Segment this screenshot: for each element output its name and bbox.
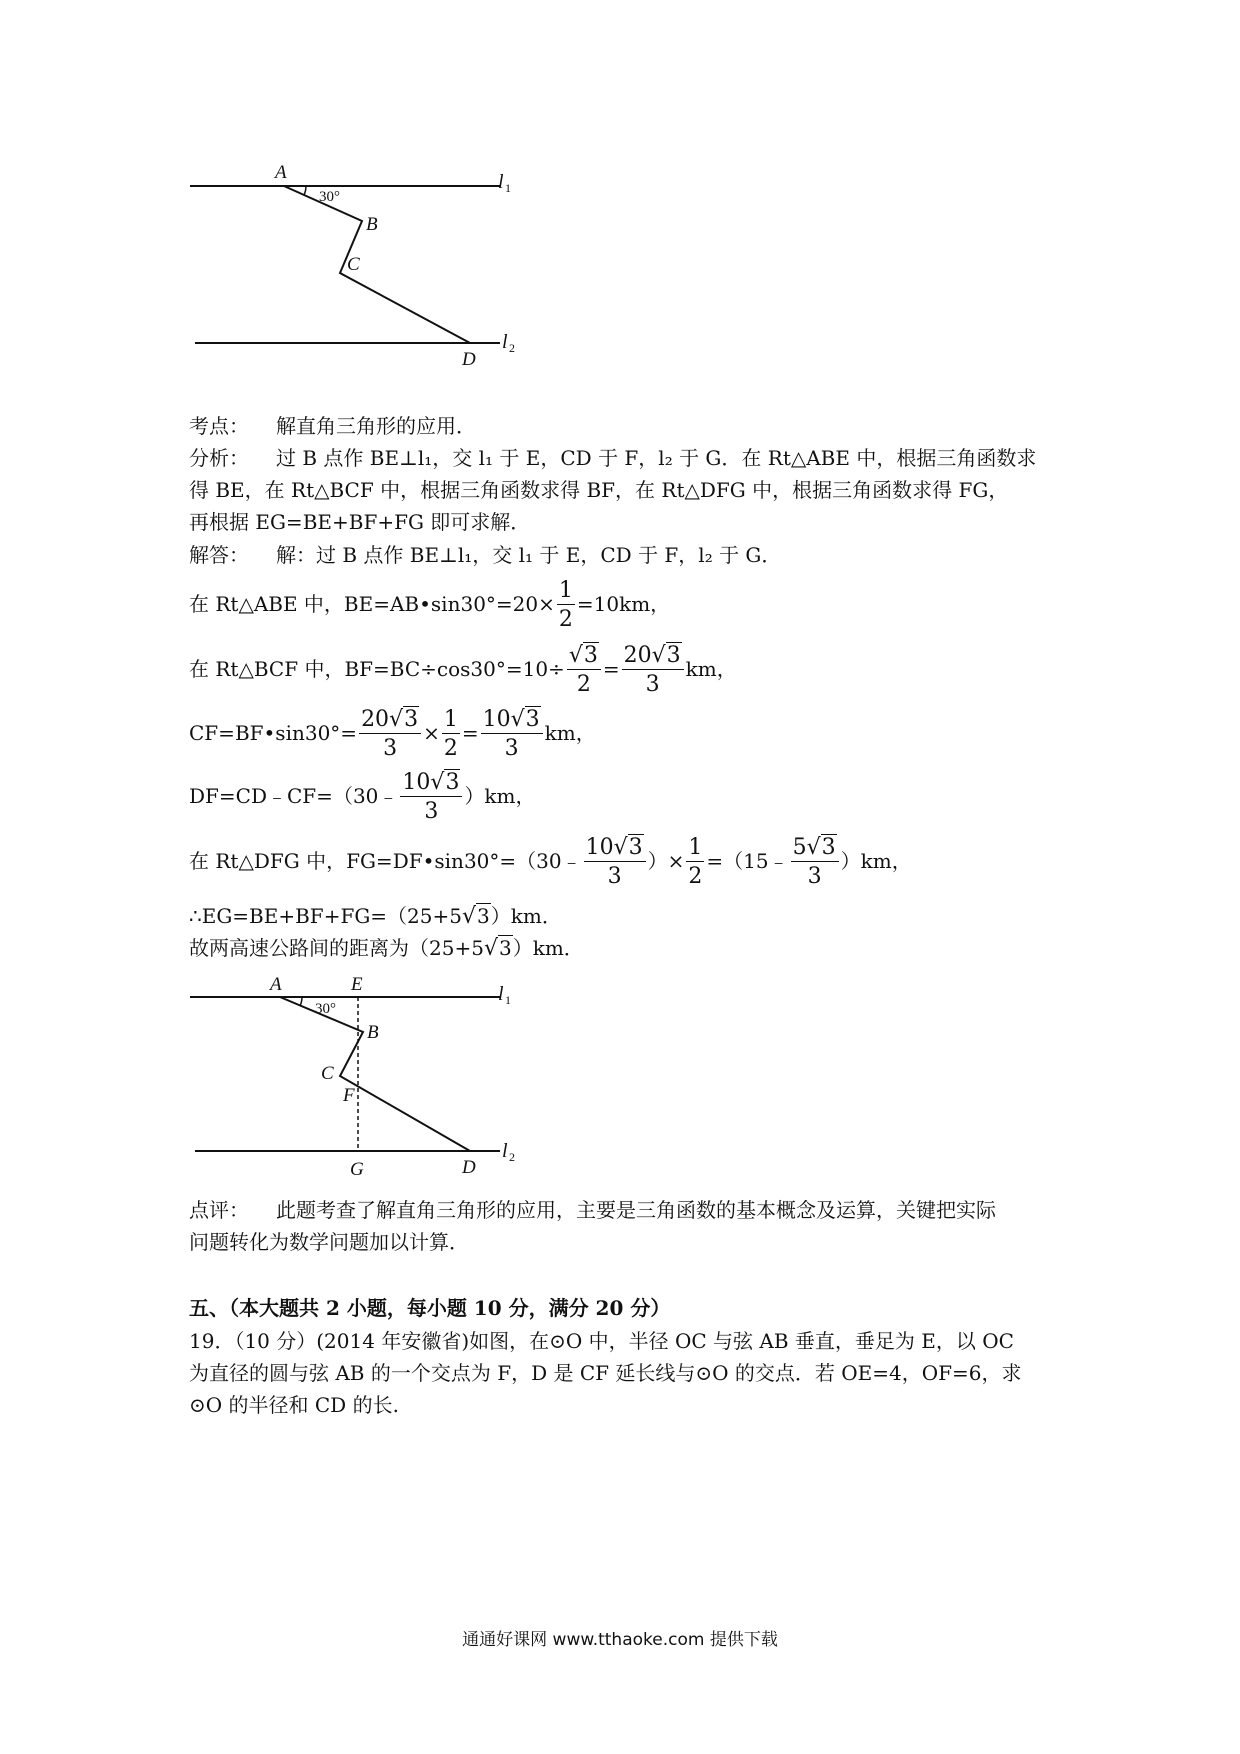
fenxi-line-3: 再根据 EG=BE+BF+FG 即可求解． [189,510,531,534]
label-c: C [347,254,360,275]
section-title: 五、（本大题共 2 小题，每小题 10 分，满分 20 分） [189,1296,671,1320]
dianping-label: 点评： [189,1198,249,1222]
label-l1-sub: 1 [505,993,511,1007]
label-l2: l [502,331,508,353]
label-a: A [270,974,282,995]
jieda-line-intro: 解答： 解：过 B 点作 BE⊥l₁，交 l₁ 于 E，CD 于 F，l₂ 于 G． [189,543,782,567]
fraction-1-2: $\frac{1}{2}$ [558,578,573,632]
label-b: B [367,1022,379,1043]
figure-1 [180,150,540,380]
label-l2-sub: 2 [509,1150,515,1164]
label-l2-sub: 2 [509,341,515,355]
figure-2 [180,968,540,1188]
step-eg: ∴EG=BE+BF+FG=（25+5√3）km． [189,904,562,929]
step-bf: 在 Rt△BCF 中，BF=BC÷cos30°=10÷ $\frac{√3}{2}$ = $\frac{20√3}{3}$ km， [189,643,737,697]
kaodian-line [189,412,1069,440]
step-fg: 在 Rt△DFG 中，FG=DF•sin30°=（30﹣ $\frac{10√3}{3}$ ）× $\frac{1}{2}$ =（15﹣ $\frac{5√3}{3}$ ）km， [189,835,912,889]
angle-arc [304,186,306,195]
jieda-label: 解答： [189,543,249,567]
q19-line-2: 为直径的圆与弦 AB 的一个交点为 F，D 是 CF 延长线与⊙O 的交点．若 OE=4，OF=6，求 [189,1361,1022,1385]
label-angle: 30° [319,189,340,205]
kaodian-text: 解直角三角形的应用． [276,414,476,438]
path-abcd [284,186,470,343]
label-e: E [351,974,363,995]
label-d: D [462,1157,476,1178]
step-cf: CF=BF•sin30°= $\frac{20√3}{3}$ × $\frac{1}{2}$ = $\frac{10√3}{3}$ km， [189,707,596,761]
kaodian-label: 考点： [189,414,249,438]
path-abcd [280,997,470,1151]
step-conclusion: 故两高速公路间的距离为（25+5√3）km． [189,936,584,961]
step-df: DF=CD﹣CF=（30﹣ $\frac{10√3}{3}$ ）km， [189,770,536,824]
fenxi-text-1: 过 B 点作 BE⊥l₁，交 l₁ 于 E，CD 于 F，l₂ 于 G．在 Rt△ABE 中，根据三角函数求 [276,446,1037,470]
q19-line-1: 19．（10 分）(2014 年安徽省)如图，在⊙O 中，半径 OC 与弦 AB 垂直，垂足为 E，以 OC [189,1329,1014,1353]
label-g: G [350,1159,364,1180]
label-d: D [462,349,476,370]
label-l1: l [498,983,504,1005]
label-l2: l [502,1140,508,1162]
step-be: 在 Rt△ABE 中，BE=AB•sin30°=20× $\frac{1}{2}$ =10km， [189,578,671,632]
dianping-line-1: 点评： 此题考查了解直角三角形的应用，主要是三角函数的基本概念及运算，关键把实际 [189,1198,996,1222]
footer: 通通好课网 www.tthaoke.com 提供下载 [462,1630,778,1650]
angle-arc [300,997,302,1006]
dianping-line-2: 问题转化为数学问题加以计算． [189,1230,469,1254]
fenxi-line-2: 得 BE，在 Rt△BCF 中，根据三角函数求得 BF，在 Rt△DFG 中，根据三角函数求得 FG， [189,478,1009,502]
label-l1: l [498,171,504,193]
label-l1-sub: 1 [505,181,511,195]
label-f: F [343,1085,355,1106]
fenxi-label: 分析： [189,446,249,470]
label-a: A [275,162,287,183]
q19-line-3: ⊙O 的半径和 CD 的长. [189,1393,399,1417]
label-b: B [366,214,378,235]
label-angle: 30° [315,1001,336,1017]
fenxi-line-1 [189,444,1069,472]
label-c: C [321,1063,334,1084]
